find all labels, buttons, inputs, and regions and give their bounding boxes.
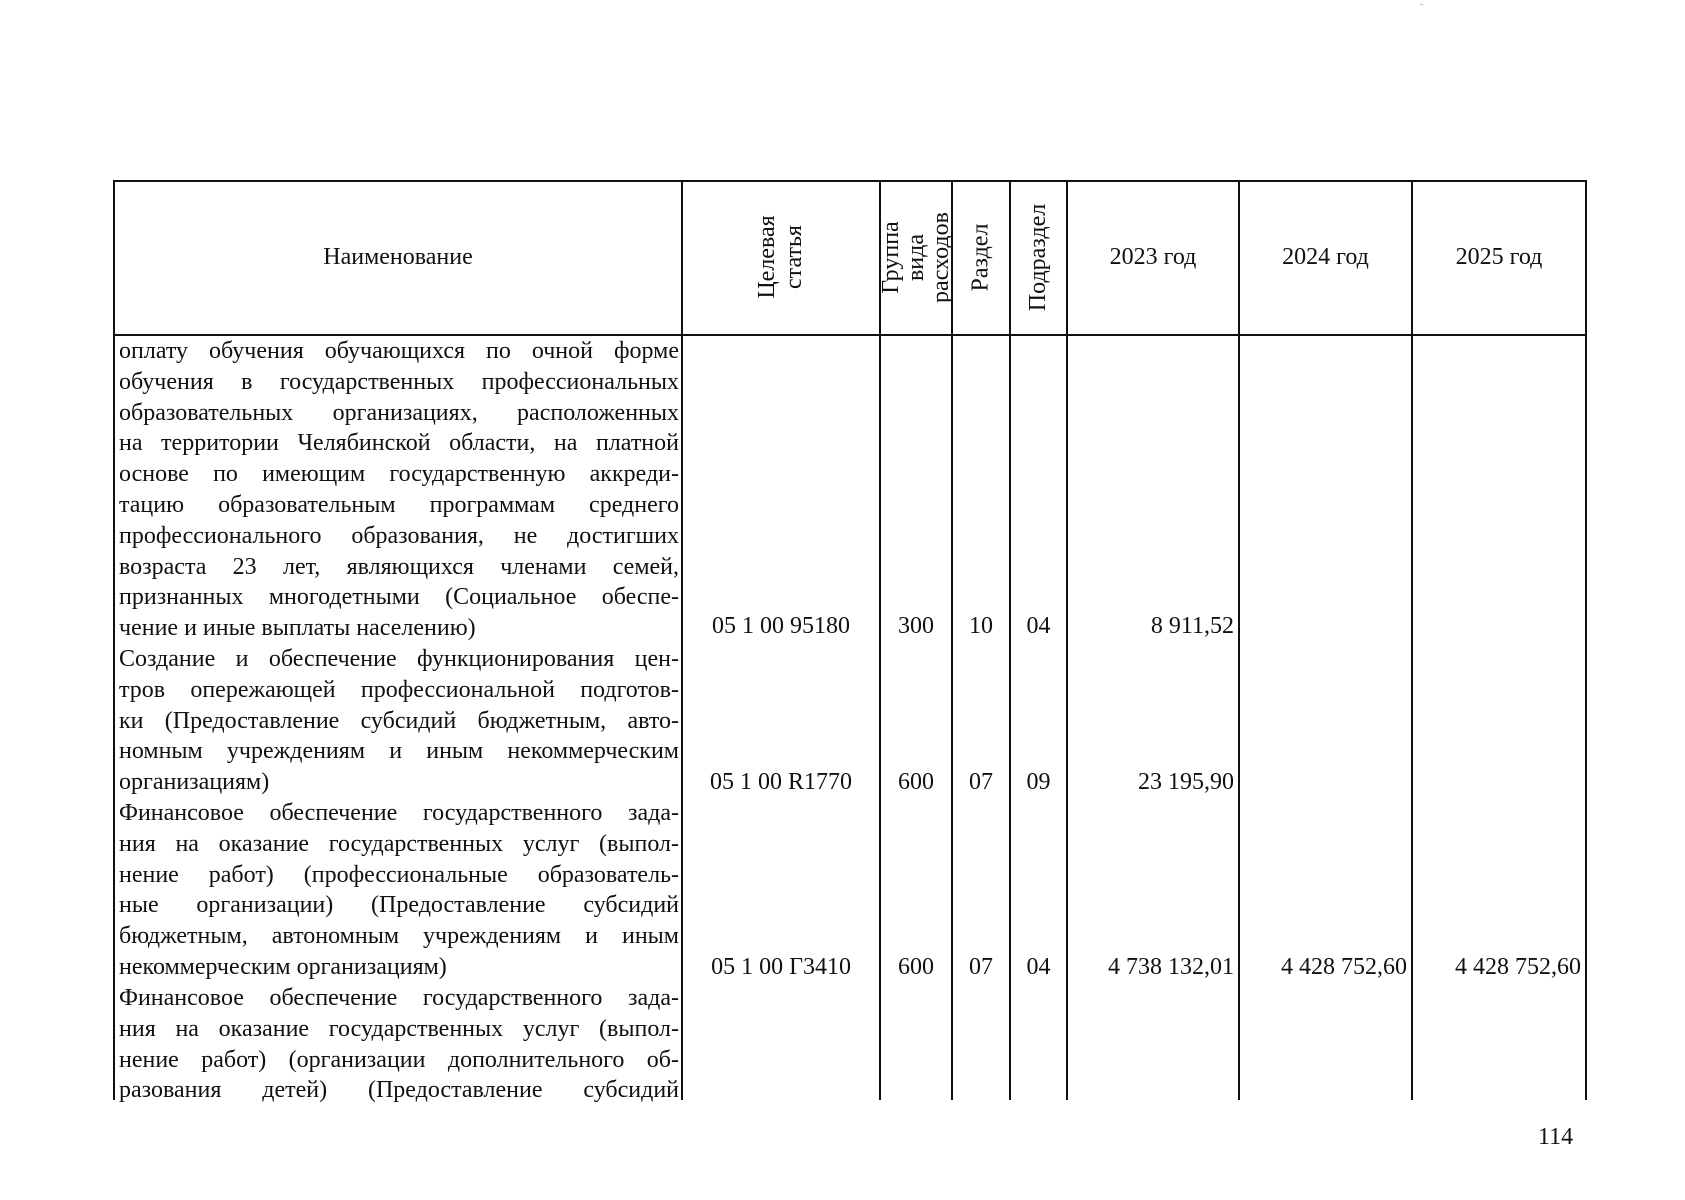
row-text-line: номным учреждениям и иным некоммерческим <box>119 738 679 765</box>
header-expense-group <box>877 180 954 334</box>
row-target-article: 05 1 00 95180 <box>712 613 850 639</box>
row-text-line: бюджетным, автономным учреждениям и иным <box>119 923 679 950</box>
row-text-line: профессионального образования, не достигших <box>119 522 679 549</box>
row-text-line: нение работ) (профессиональные образователь- <box>119 861 679 888</box>
row-section: 07 <box>969 769 993 795</box>
row-text-line: чение и иные выплаты населению) <box>119 615 476 642</box>
row-text-line: на территории Челябинской области, на платной <box>119 430 679 457</box>
row-target-article: 05 1 00 Г3410 <box>711 954 851 980</box>
row-expense-group: 600 <box>898 769 934 795</box>
row-expense-group: 300 <box>898 613 934 639</box>
header-section <box>953 180 1009 334</box>
row-value-2024: 4 428 752,60 <box>1281 954 1407 980</box>
header-expense-group-text: Группа вида расходов <box>877 211 954 303</box>
row-text-line: признанных многодетными (Социальное обеспе- <box>119 584 679 611</box>
table-row-name <box>119 798 679 983</box>
budget-table <box>113 180 1587 1104</box>
header-target-article <box>683 180 879 334</box>
scan-artifact <box>1420 4 1423 5</box>
header-2023 <box>1068 180 1238 334</box>
col-border-right <box>1585 180 1587 1100</box>
row-text-line: оплату обучения обучающихся по очной форме <box>119 338 679 364</box>
table-row-name <box>119 644 679 798</box>
row-value-2023: 23 195,90 <box>1138 769 1234 795</box>
header-name-text: Наименование <box>323 243 473 270</box>
header-subsection <box>1011 180 1066 334</box>
header-2025 <box>1413 180 1585 334</box>
row-text-line: тацию образовательным программам среднего <box>119 491 679 518</box>
row-text-line: основе по имеющим государственную аккреди- <box>119 461 679 488</box>
header-subsection-text: Подраздел <box>1025 203 1052 311</box>
row-text-line: ные организации) (Предоставление субсидий <box>119 892 679 919</box>
row-text-line: Создание и обеспечение функционирования цен- <box>119 646 679 672</box>
row-section: 07 <box>969 954 993 980</box>
row-text-line: некоммерческим организациям) <box>119 953 447 980</box>
header-section-text: Раздел <box>967 223 994 291</box>
row-text-line: Финансовое обеспечение государственного зада- <box>119 985 679 1011</box>
table-row-name <box>119 983 679 1106</box>
header-target-article-text: Целевая статья <box>754 215 807 299</box>
header-name <box>115 180 681 334</box>
row-subsection: 09 <box>1026 769 1051 795</box>
header-2024 <box>1240 180 1411 334</box>
row-target-article: 05 1 00 R1770 <box>709 769 852 795</box>
row-text-line: организациям) <box>119 769 270 796</box>
header-2025-text: 2025 год <box>1455 243 1543 270</box>
row-subsection: 04 <box>1026 613 1051 639</box>
row-subsection: 04 <box>1026 954 1051 980</box>
row-text-line: образовательных организациях, расположенных <box>119 399 679 426</box>
row-text-line: тров опережающей профессиональной подготов- <box>119 676 679 703</box>
row-text-line: ния на оказание государственных услуг (выпол- <box>119 830 679 857</box>
table-row-name <box>119 336 679 644</box>
row-text-line: нение работ) (организации дополнительного об- <box>119 1046 679 1073</box>
row-value-2023: 4 738 132,01 <box>1108 954 1234 980</box>
row-text-line: ния на оказание государственных услуг (выпол- <box>119 1015 679 1042</box>
row-expense-group: 600 <box>898 954 934 980</box>
row-section: 10 <box>969 613 993 639</box>
header-2023-text: 2023 год <box>1109 243 1197 270</box>
row-value-2023: 8 911,52 <box>1150 613 1234 639</box>
row-text-line: разования детей) (Предоставление субсидий <box>119 1077 679 1104</box>
row-text-line: возраста 23 лет, являющихся членами семей, <box>119 553 679 580</box>
row-text-line: Финансовое обеспечение государственного зада- <box>119 800 679 826</box>
row-text-line: ки (Предоставление субсидий бюджетным, авто- <box>119 707 679 734</box>
row-value-2025: 4 428 752,60 <box>1455 954 1581 980</box>
row-text-line: обучения в государственных профессиональных <box>119 368 679 395</box>
header-2024-text: 2024 год <box>1282 243 1369 270</box>
page-number: 114 <box>1538 1124 1574 1150</box>
